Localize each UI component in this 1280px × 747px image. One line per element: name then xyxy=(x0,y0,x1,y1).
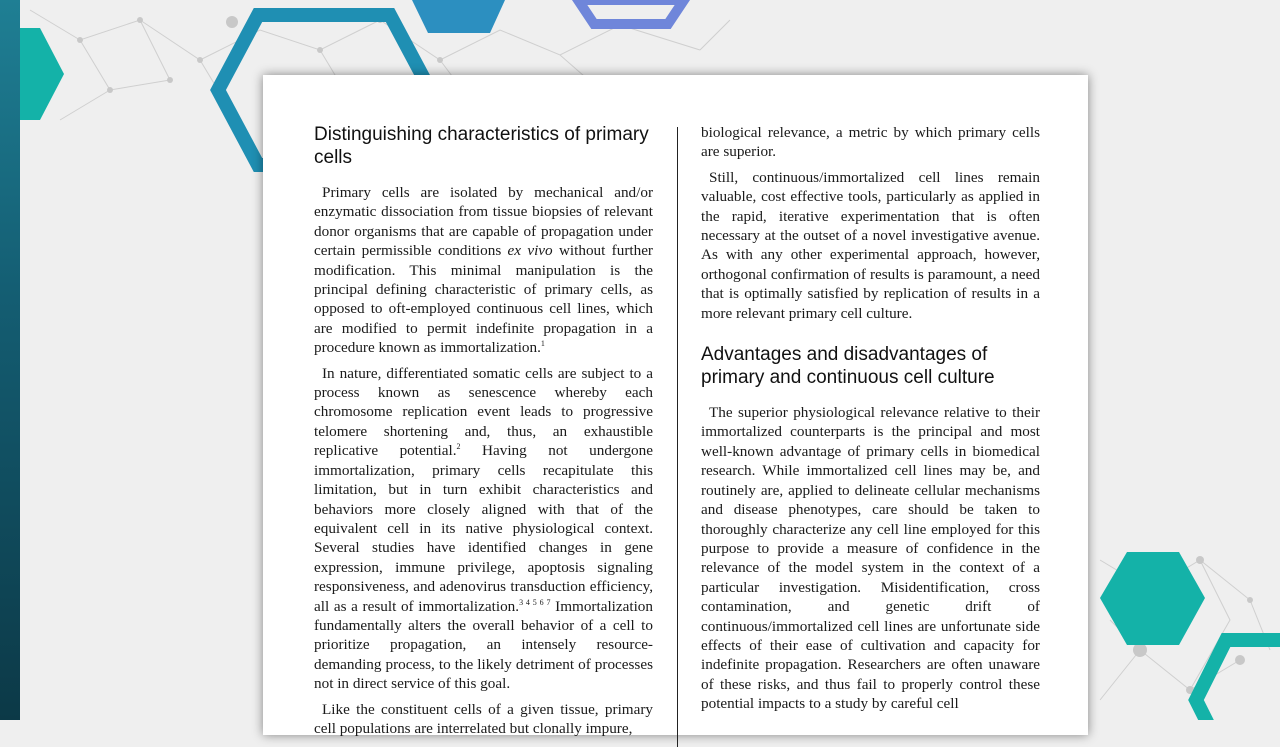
column-divider xyxy=(677,127,678,747)
paragraph: The superior physiological relevance relative to their immortalized counterparts is the principal and most well-known advantage of primary cells in biomedical research. While immortalized cell lines may be, and routinely are, applied to delineate cellular mechanisms and disease phenotypes, care should be taken to thoroughly characterize any cell line employed for this purpose to provide a measure of confidence in the relevance of the model system in the context of a particular investigation. Misidentification, cross contamination, and genetic drift of continuous/immortalized cell lines are unfortunate side effects of their ease of cultivation and capacity for indefinite propagation. Researchers are often unaware of these risks, and thus fail to properly control these potential impacts to a study by careful cell xyxy=(701,404,1040,713)
hexagon-outline-teal-right xyxy=(1196,640,1280,720)
hexagon-teal-left xyxy=(20,28,64,120)
citation-ref: 1 xyxy=(540,339,545,349)
document-page xyxy=(263,75,1088,735)
paragraph-continued: biological relevance, a metric by which primary cells are superior. xyxy=(701,124,1040,161)
citation-ref: 3 4 5 6 7 xyxy=(519,597,551,607)
hexagon-indigo-top xyxy=(578,0,684,24)
right-column xyxy=(701,123,1040,720)
paragraph: In nature, differentiated somatic cells are subject to a process known as senescence whereby each chromosome replication event leads to progressive telomere shortening and, thus, an exhaustible replicative potential.$^2$ Having not undergone immortalization, primary cells recapitulate this limitation, but in turn exhibit characteristics and behaviors more closely aligned with that of the equivalent cell in its native physiological context. Several studies have identified changes in gene expression, immune privilege, apoptosis signaling responsiveness, and adenovirus transduction efficiency, all as a result of immortalization.$^{3 4 5 6 7}$ Immortalization fundamentally alters the overall behavior of a cell to prioritize propagation, an intensely resource-demanding process, to the likely detriment of processes not in direct service of this goal. xyxy=(314,364,653,693)
citation-ref: 2 xyxy=(456,442,461,452)
hexagon-blue-top xyxy=(412,0,505,33)
paragraph: Still, continuous/immortalized cell lines remain valuable, cost effective tools, particularly as applied in the rapid, iterative experimentation that is often necessary at the outset of a novel investigative avenue. As with any other experimental approach, however, orthogonal confirmation of results is paramount, a need that is optimally satisfied by replication of results in a more relevant primary cell culture. xyxy=(701,168,1040,322)
left-column xyxy=(314,123,653,744)
paragraph: Primary cells are isolated by mechanical and/or enzymatic dissociation from tissue biopsies of relevant donor organisms that are capable of propagation under certain permissible conditions ex vivo without further modification. This minimal manipulation is the principal defining characteristic of primary cells, as opposed to oft-employed continuous cell lines, which are modified to permit indefinite propagation in a procedure known as immortalization.$^1$ xyxy=(314,184,653,357)
section-heading-primary-cells: Distinguishing characteristics of primary cells xyxy=(314,124,649,168)
paragraph: Like the constituent cells of a given tissue, primary cell populations are interrelated but clonally impure, xyxy=(314,700,653,737)
section-heading-advantages: Advantages and disadvantages of primary and continuous cell culture xyxy=(701,344,995,389)
